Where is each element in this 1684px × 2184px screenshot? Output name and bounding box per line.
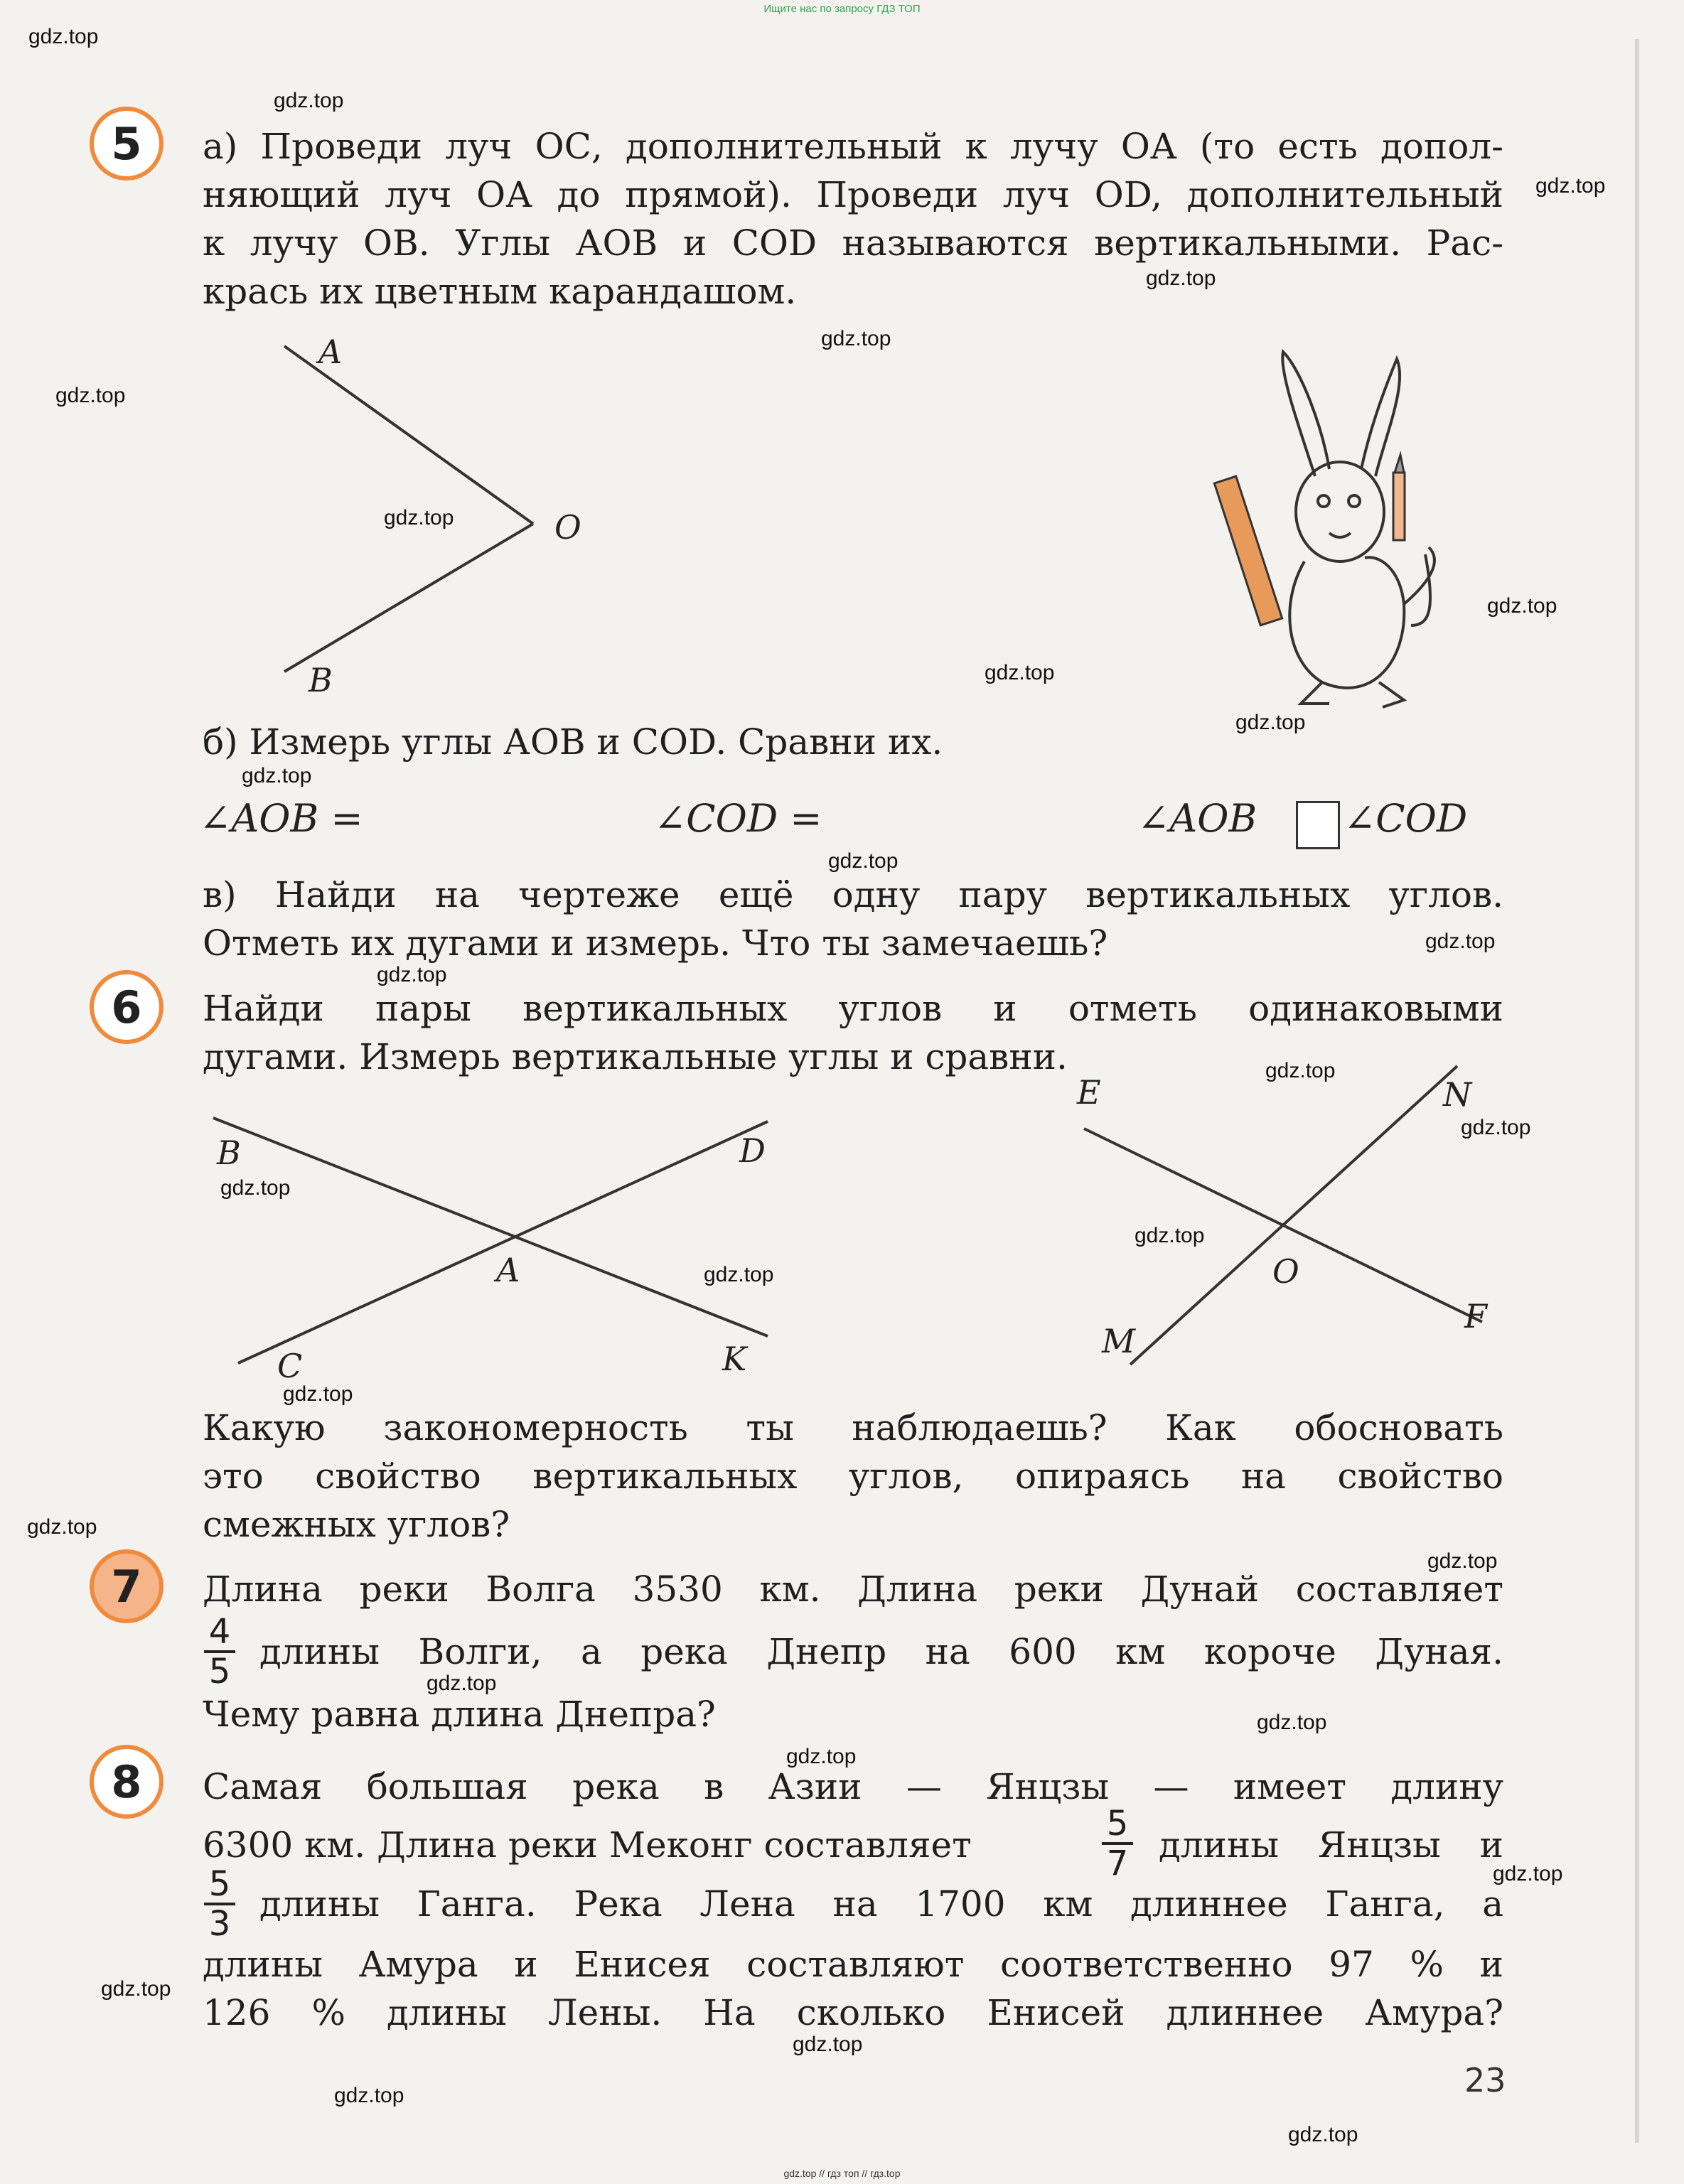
- watermark: gdz.top: [1427, 1549, 1498, 1573]
- watermark: gdz.top: [28, 25, 99, 48]
- watermark: gdz.top: [1493, 1862, 1563, 1886]
- watermark: gdz.top: [27, 1515, 97, 1539]
- watermark: gdz.top: [220, 1176, 291, 1200]
- watermark: gdz.top: [242, 764, 312, 787]
- task-8-line-1: Самая большая река в Азии — Янцзы — имеет длину: [203, 1766, 1503, 1807]
- label-b: B: [309, 661, 333, 699]
- watermark: gdz.top: [985, 661, 1055, 684]
- angle-aob-equals: ∠AOB =: [199, 796, 363, 841]
- comparison-box[interactable]: [1296, 801, 1340, 849]
- watermark: gdz.top: [1461, 1116, 1531, 1139]
- label-b: B: [217, 1134, 241, 1172]
- label-e: E: [1077, 1073, 1101, 1112]
- task-6-question-2: это свойство вертикальных углов, опираясь на свойство: [203, 1456, 1503, 1497]
- fraction-numerator: 4: [208, 1612, 231, 1652]
- watermark: gdz.top: [1146, 267, 1216, 290]
- task-8-line-2b: длины Янцзы и: [1159, 1824, 1503, 1866]
- label-n: N: [1443, 1075, 1472, 1114]
- task-7-line-2: длины Волги, а река Днепр на 600 км короче Дуная.: [259, 1631, 1503, 1672]
- task-8-line-4: длины Амура и Енисея составляют соответственно 97 % и: [203, 1944, 1503, 1985]
- watermark: gdz.top: [1487, 594, 1557, 618]
- task-5-number: 5: [90, 107, 163, 181]
- label-m: M: [1102, 1322, 1136, 1360]
- watermark: gdz.top: [274, 89, 344, 112]
- task-8-number: 8: [90, 1745, 163, 1819]
- fraction-denominator: 7: [1106, 1844, 1129, 1883]
- watermark: gdz.top: [704, 1263, 774, 1286]
- task-5-line-4: крась их цветным карандашом.: [203, 271, 797, 312]
- task-7-line-3: Чему равна длина Днепра?: [203, 1694, 716, 1735]
- task-5-line-2: няющий луч ОА до прямой). Проведи луч OD, дополнительный: [203, 174, 1503, 215]
- label-k: K: [722, 1340, 747, 1378]
- task-6-line-1: Найди пары вертикальных углов и отметь одинаковыми: [203, 988, 1503, 1029]
- fraction-numerator: 5: [208, 1864, 231, 1904]
- task-8-line-3: длины Ганга. Река Лена на 1700 км длиннее Ганга, а: [259, 1883, 1503, 1925]
- angle-cod-equals: ∠COD =: [654, 796, 822, 841]
- watermark: gdz.top: [1235, 711, 1306, 734]
- task-5-line-3: к лучу ОВ. Углы АОВ и COD называются вертикальными. Рас-: [203, 222, 1503, 264]
- watermark: gdz.top: [384, 506, 454, 529]
- task-6-number: 6: [90, 970, 163, 1044]
- label-o: O: [1272, 1252, 1299, 1291]
- label-a: A: [496, 1251, 520, 1289]
- task-8-fraction-1: [1100, 1805, 1135, 1882]
- angle-cod: ∠COD: [1344, 796, 1468, 841]
- watermark: gdz.top: [377, 963, 447, 986]
- label-d: D: [739, 1131, 766, 1170]
- task-5-part-v-line-1: в) Найди на чертеже ещё одну пару вертикальных углов.: [203, 874, 1503, 915]
- task-7-fraction: [203, 1613, 237, 1690]
- task-5-part-b: б) Измерь углы АОВ и COD. Сравни их.: [203, 721, 943, 763]
- watermark: gdz.top: [55, 384, 126, 407]
- task-6-question-3: смежных углов?: [203, 1504, 510, 1545]
- task-8-fraction-2: [203, 1866, 237, 1942]
- task-5-line-1: а) Проведи луч ОС, дополнительный к лучу ОА (то есть допол-: [203, 126, 1503, 167]
- page-number: 23: [1464, 2061, 1506, 2099]
- watermark: gdz.top: [283, 1382, 353, 1406]
- angle-aob: ∠AOB: [1137, 796, 1257, 841]
- watermark: gdz.top: [427, 1672, 497, 1695]
- task-6-line-2: дугами. Измерь вертикальные углы и сравни.: [203, 1036, 1068, 1077]
- watermark: gdz.top: [1265, 1059, 1336, 1082]
- watermark: gdz.top: [334, 2084, 404, 2107]
- watermark: gdz.top: [1425, 930, 1496, 953]
- watermark: gdz.top: [821, 327, 891, 350]
- task-5-part-v-line-2: Отметь их дугами и измерь. Что ты замечаешь?: [203, 922, 1108, 964]
- watermark: gdz.top: [1135, 1224, 1205, 1247]
- fraction-denominator: 3: [208, 1904, 231, 1944]
- top-note: Ищите нас по запросу ГДЗ ТОП: [763, 3, 921, 15]
- task-7-line-1: Длина реки Волга 3530 км. Длина реки Дунай составляет: [203, 1569, 1503, 1610]
- task-8-line-5: 126 % длины Лены. На сколько Енисей длиннее Амура?: [203, 1992, 1503, 2033]
- label-f: F: [1464, 1297, 1487, 1335]
- bottom-note: gdz.top // гдз топ // гдз.top: [783, 2168, 901, 2179]
- watermark: gdz.top: [1257, 1711, 1327, 1734]
- watermark: gdz.top: [828, 849, 899, 873]
- watermark: gdz.top: [101, 1977, 171, 2001]
- watermark: gdz.top: [786, 1745, 857, 1768]
- label-o: O: [554, 508, 581, 547]
- fraction-denominator: 5: [208, 1652, 231, 1691]
- label-a: A: [318, 333, 343, 371]
- fraction-numerator: 5: [1106, 1804, 1129, 1844]
- label-c: C: [277, 1347, 303, 1385]
- task-6-question-1: Какую закономерность ты наблюдаешь? Как обосновать: [203, 1407, 1503, 1448]
- watermark: gdz.top: [1288, 2123, 1358, 2146]
- task-8-line-2a: 6300 км. Длина реки Меконг составляет: [203, 1824, 972, 1866]
- watermark: gdz.top: [1535, 174, 1606, 198]
- watermark: gdz.top: [793, 2033, 863, 2056]
- task-7-number: 7: [90, 1549, 163, 1623]
